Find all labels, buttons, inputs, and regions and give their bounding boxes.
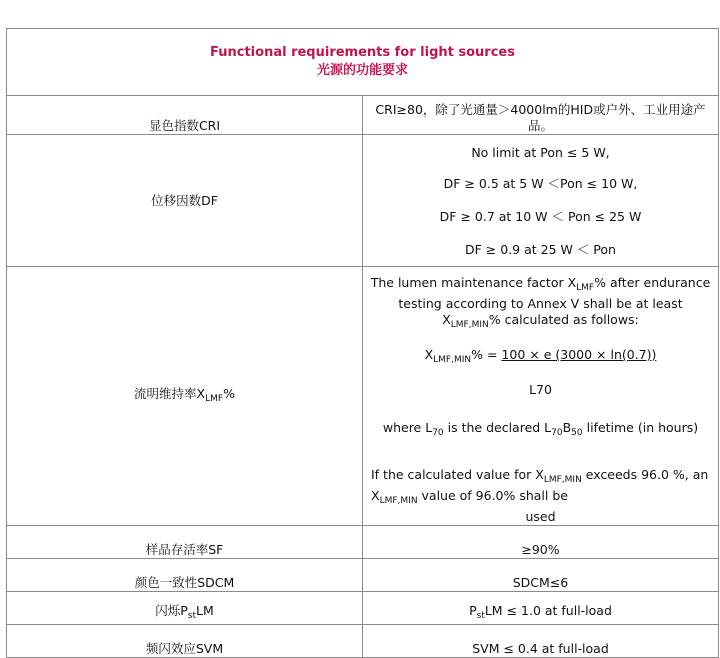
if-sub2: LMF,MIN (379, 496, 418, 506)
df-line-4: DF ≥ 0.9 at 25 W ＜ Pon (465, 242, 616, 257)
requirements-document (6, 28, 719, 658)
lmf-where (367, 420, 714, 441)
pst-label (7, 592, 363, 625)
title-english: Functional requirements for light sources (210, 45, 515, 60)
formula-expression: 100 × e (3000 × ln(0.7)) (501, 347, 657, 362)
pst-value-b: LM ≤ 1.0 at full-load (484, 603, 612, 618)
lmf-p1-a: The lumen maintenance factor X (370, 275, 577, 290)
if-sub1: LMF,MIN (543, 475, 582, 485)
if-b: exceeds 96.0 %, an X (371, 467, 709, 503)
lmf-if-line (367, 467, 714, 509)
svm-value: SVM ≤ 0.4 at full-load (363, 625, 719, 658)
df-value (363, 135, 719, 267)
formula-sub: LMF,MIN (433, 355, 472, 365)
lmf-label (7, 267, 363, 526)
requirements-table (6, 28, 719, 658)
df-label: 位移因数DF (7, 135, 363, 267)
cri-value: CRI≥80，除了光通量＞4000lm的HID或户外、工业用途产品。 (363, 96, 719, 135)
if-c: value of 96.0% shall be (417, 488, 568, 503)
table-row-sf (7, 526, 719, 559)
table-row-svm (7, 625, 719, 658)
table-header-row (7, 29, 719, 96)
where-d: lifetime (in hours) (582, 420, 699, 435)
formula-eq: % = (471, 347, 502, 362)
table-title (7, 29, 719, 96)
lmf-l70: L70 (529, 382, 552, 397)
svm-label: 频闪效应SVM (7, 625, 363, 658)
table-row-df (7, 135, 719, 267)
lmf-p1-c: % calculated as follows: (488, 312, 639, 327)
sf-label: 样品存活率SF (7, 526, 363, 559)
pst-label-sub: st (187, 611, 196, 621)
table-row-lmf (7, 267, 719, 526)
pst-value (363, 592, 719, 625)
pst-label-a: 闪烁P (155, 603, 188, 618)
lmf-value (363, 267, 719, 526)
table-row-cri (7, 96, 719, 135)
where-sub3: 50 (571, 428, 583, 438)
sf-value: ≥90% (363, 526, 719, 559)
formula-x: X (424, 347, 434, 362)
where-sub2: 70 (551, 428, 563, 438)
lmf-label-sub: LMF (205, 393, 224, 404)
cri-label: 显色指数CRI (7, 96, 363, 135)
lmf-label-main: 流明维持率X (134, 385, 206, 401)
table-row-pst (7, 592, 719, 625)
df-line-1: No limit at Pon ≤ 5 W, (471, 145, 610, 160)
lmf-p1-sub: LMF (576, 283, 595, 293)
lmf-p1-b: % after endurance testing according to Annex V shall be at least X (398, 275, 711, 327)
pst-value-sub: st (476, 611, 485, 621)
where-b: is the declared L (443, 420, 552, 435)
where-sub1: 70 (432, 428, 444, 438)
pst-value-a: P (469, 603, 477, 618)
where-c: B (562, 420, 572, 435)
df-line-3: DF ≥ 0.7 at 10 W ＜ Pon ≤ 25 W (439, 209, 642, 224)
sdcm-value: SDCM≤6 (363, 559, 719, 592)
lmf-if-line-2: used (525, 509, 556, 524)
lmf-label-tail: % (223, 385, 235, 401)
title-chinese: 光源的功能要求 (316, 63, 408, 78)
table-row-sdcm (7, 559, 719, 592)
lmf-formula (367, 347, 714, 368)
pst-label-b: LM (196, 603, 214, 618)
sdcm-label: 颜色一致性SDCM (7, 559, 363, 592)
df-line-2: DF ≥ 0.5 at 5 W ＜Pon ≤ 10 W, (443, 176, 638, 191)
lmf-p1-sub2: LMF,MIN (450, 320, 489, 330)
lmf-paragraph (367, 267, 714, 333)
where-a: where L (382, 420, 433, 435)
if-a: If the calculated value for X (371, 467, 544, 482)
